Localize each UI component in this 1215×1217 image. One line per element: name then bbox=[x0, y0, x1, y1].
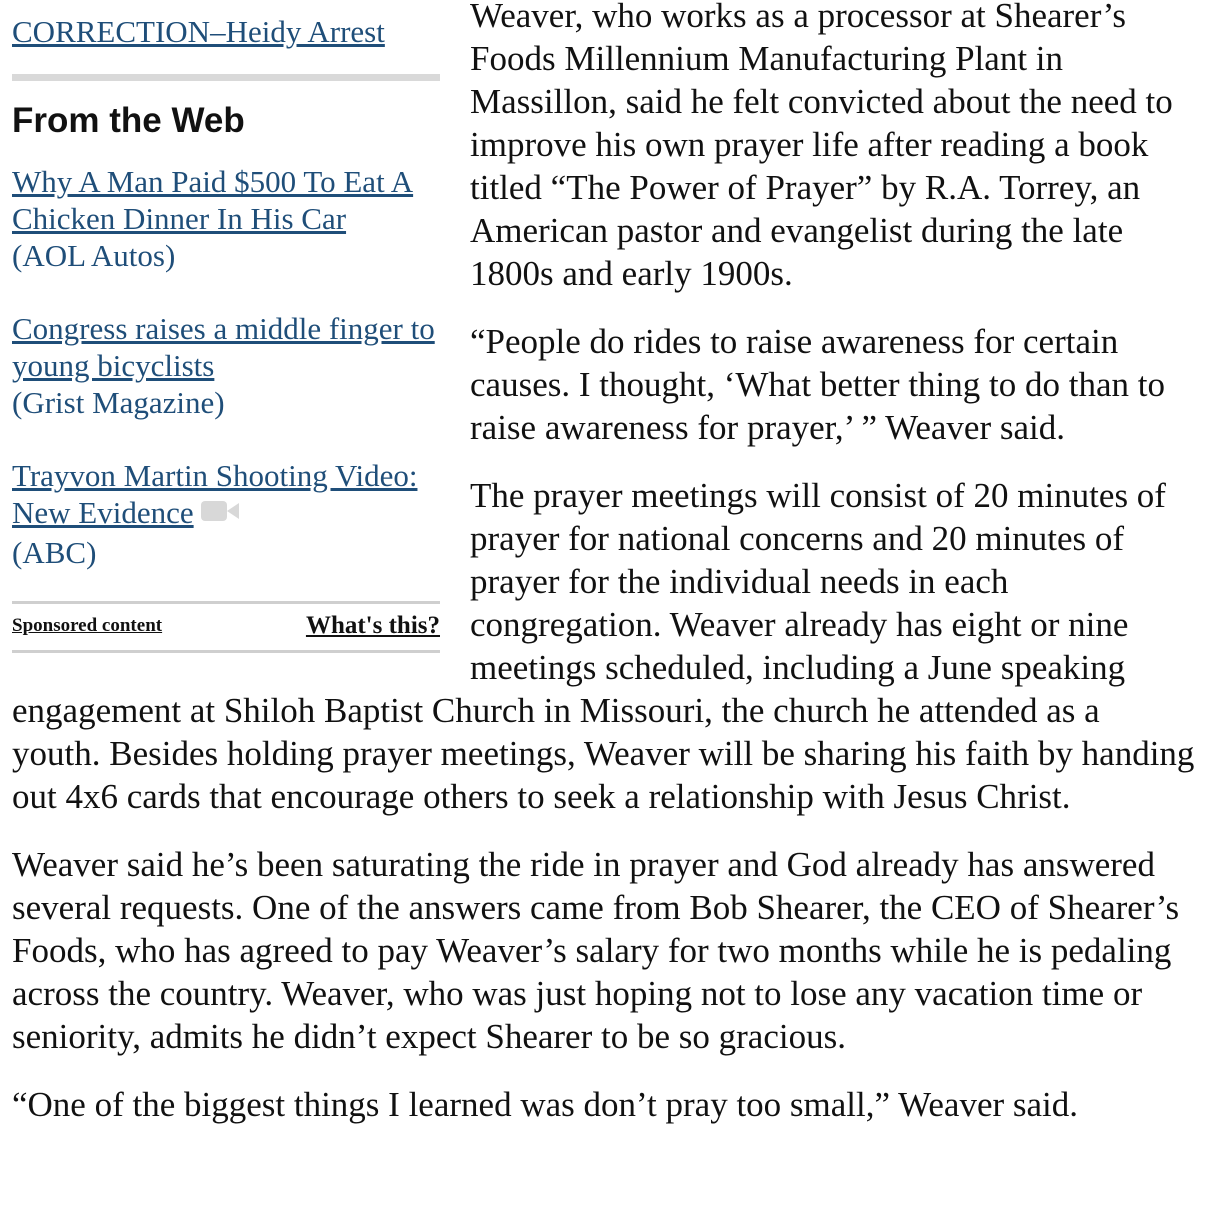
sponsored-bar bbox=[12, 601, 440, 653]
web-item-link[interactable]: Congress raises a middle finger to young bicyclists bbox=[12, 311, 435, 383]
web-item-source: (ABC) bbox=[12, 535, 97, 571]
whats-this-link[interactable]: What's this? bbox=[305, 612, 440, 640]
page bbox=[12, 0, 1196, 1151]
article-paragraph: “People do rides to raise awareness for certain causes. I thought, ‘What better thing to do than to raise awareness for prayer,’ ” Weaver said. bbox=[470, 322, 1165, 447]
web-item bbox=[12, 310, 440, 421]
web-item bbox=[12, 457, 440, 571]
web-item-source: (AOL Autos) bbox=[12, 238, 176, 273]
web-item-source: (Grist Magazine) bbox=[12, 385, 225, 420]
sponsored-content-link[interactable]: Sponsored content bbox=[12, 615, 163, 637]
sidebar bbox=[12, 0, 440, 653]
web-item bbox=[12, 163, 440, 274]
web-item-link[interactable]: Why A Man Paid $500 To Eat A Chicken Dinner In His Car bbox=[12, 164, 414, 236]
from-the-web-heading: From the Web bbox=[12, 101, 245, 140]
article-paragraph: Weaver said he’s been saturating the ride in prayer and God already has answered several requests. One of the answers came from Bob Shearer, the CEO of Shearer’s Foods, who has agreed to pay Weaver’s salary for two months while he is pedaling across the country. Weaver, who was just hoping not to lose any vacation time or seniority, admits he didn’t expect Shearer to be so gracious. bbox=[12, 845, 1180, 1056]
article-paragraph: The prayer meetings will consist of 20 minutes of prayer for national concerns and 20 minutes of prayer for the individual needs in each congregation. Weaver already has eight or nine meetings scheduled, including a June speaking engagement at Shiloh Baptist Church in Missouri, the church he attended as a youth. Besides holding prayer meetings, Weaver will be sharing his faith by handing out 4x6 cards that encourage others to seek a relationship with Jesus Christ. bbox=[12, 476, 1195, 816]
top-link-section bbox=[12, 0, 440, 81]
correction-link[interactable]: CORRECTION–Heidy Arrest bbox=[12, 14, 385, 49]
web-item-link[interactable]: Trayvon Martin Shooting Video: New Evidence bbox=[12, 458, 418, 530]
video-camera-icon bbox=[200, 494, 240, 531]
article-paragraph: “One of the biggest things I learned was don’t pray too small,” Weaver said. bbox=[12, 1085, 1079, 1124]
article-paragraph: Weaver, who works as a processor at Shearer’s Foods Millennium Manufacturing Plant in Massillon, said he felt convicted about the need to improve his own prayer life after reading a book titled “The Power of Prayer” by R.A. Torrey, an American pastor and evangelist during the late 1800s and early 1900s. bbox=[470, 0, 1173, 293]
